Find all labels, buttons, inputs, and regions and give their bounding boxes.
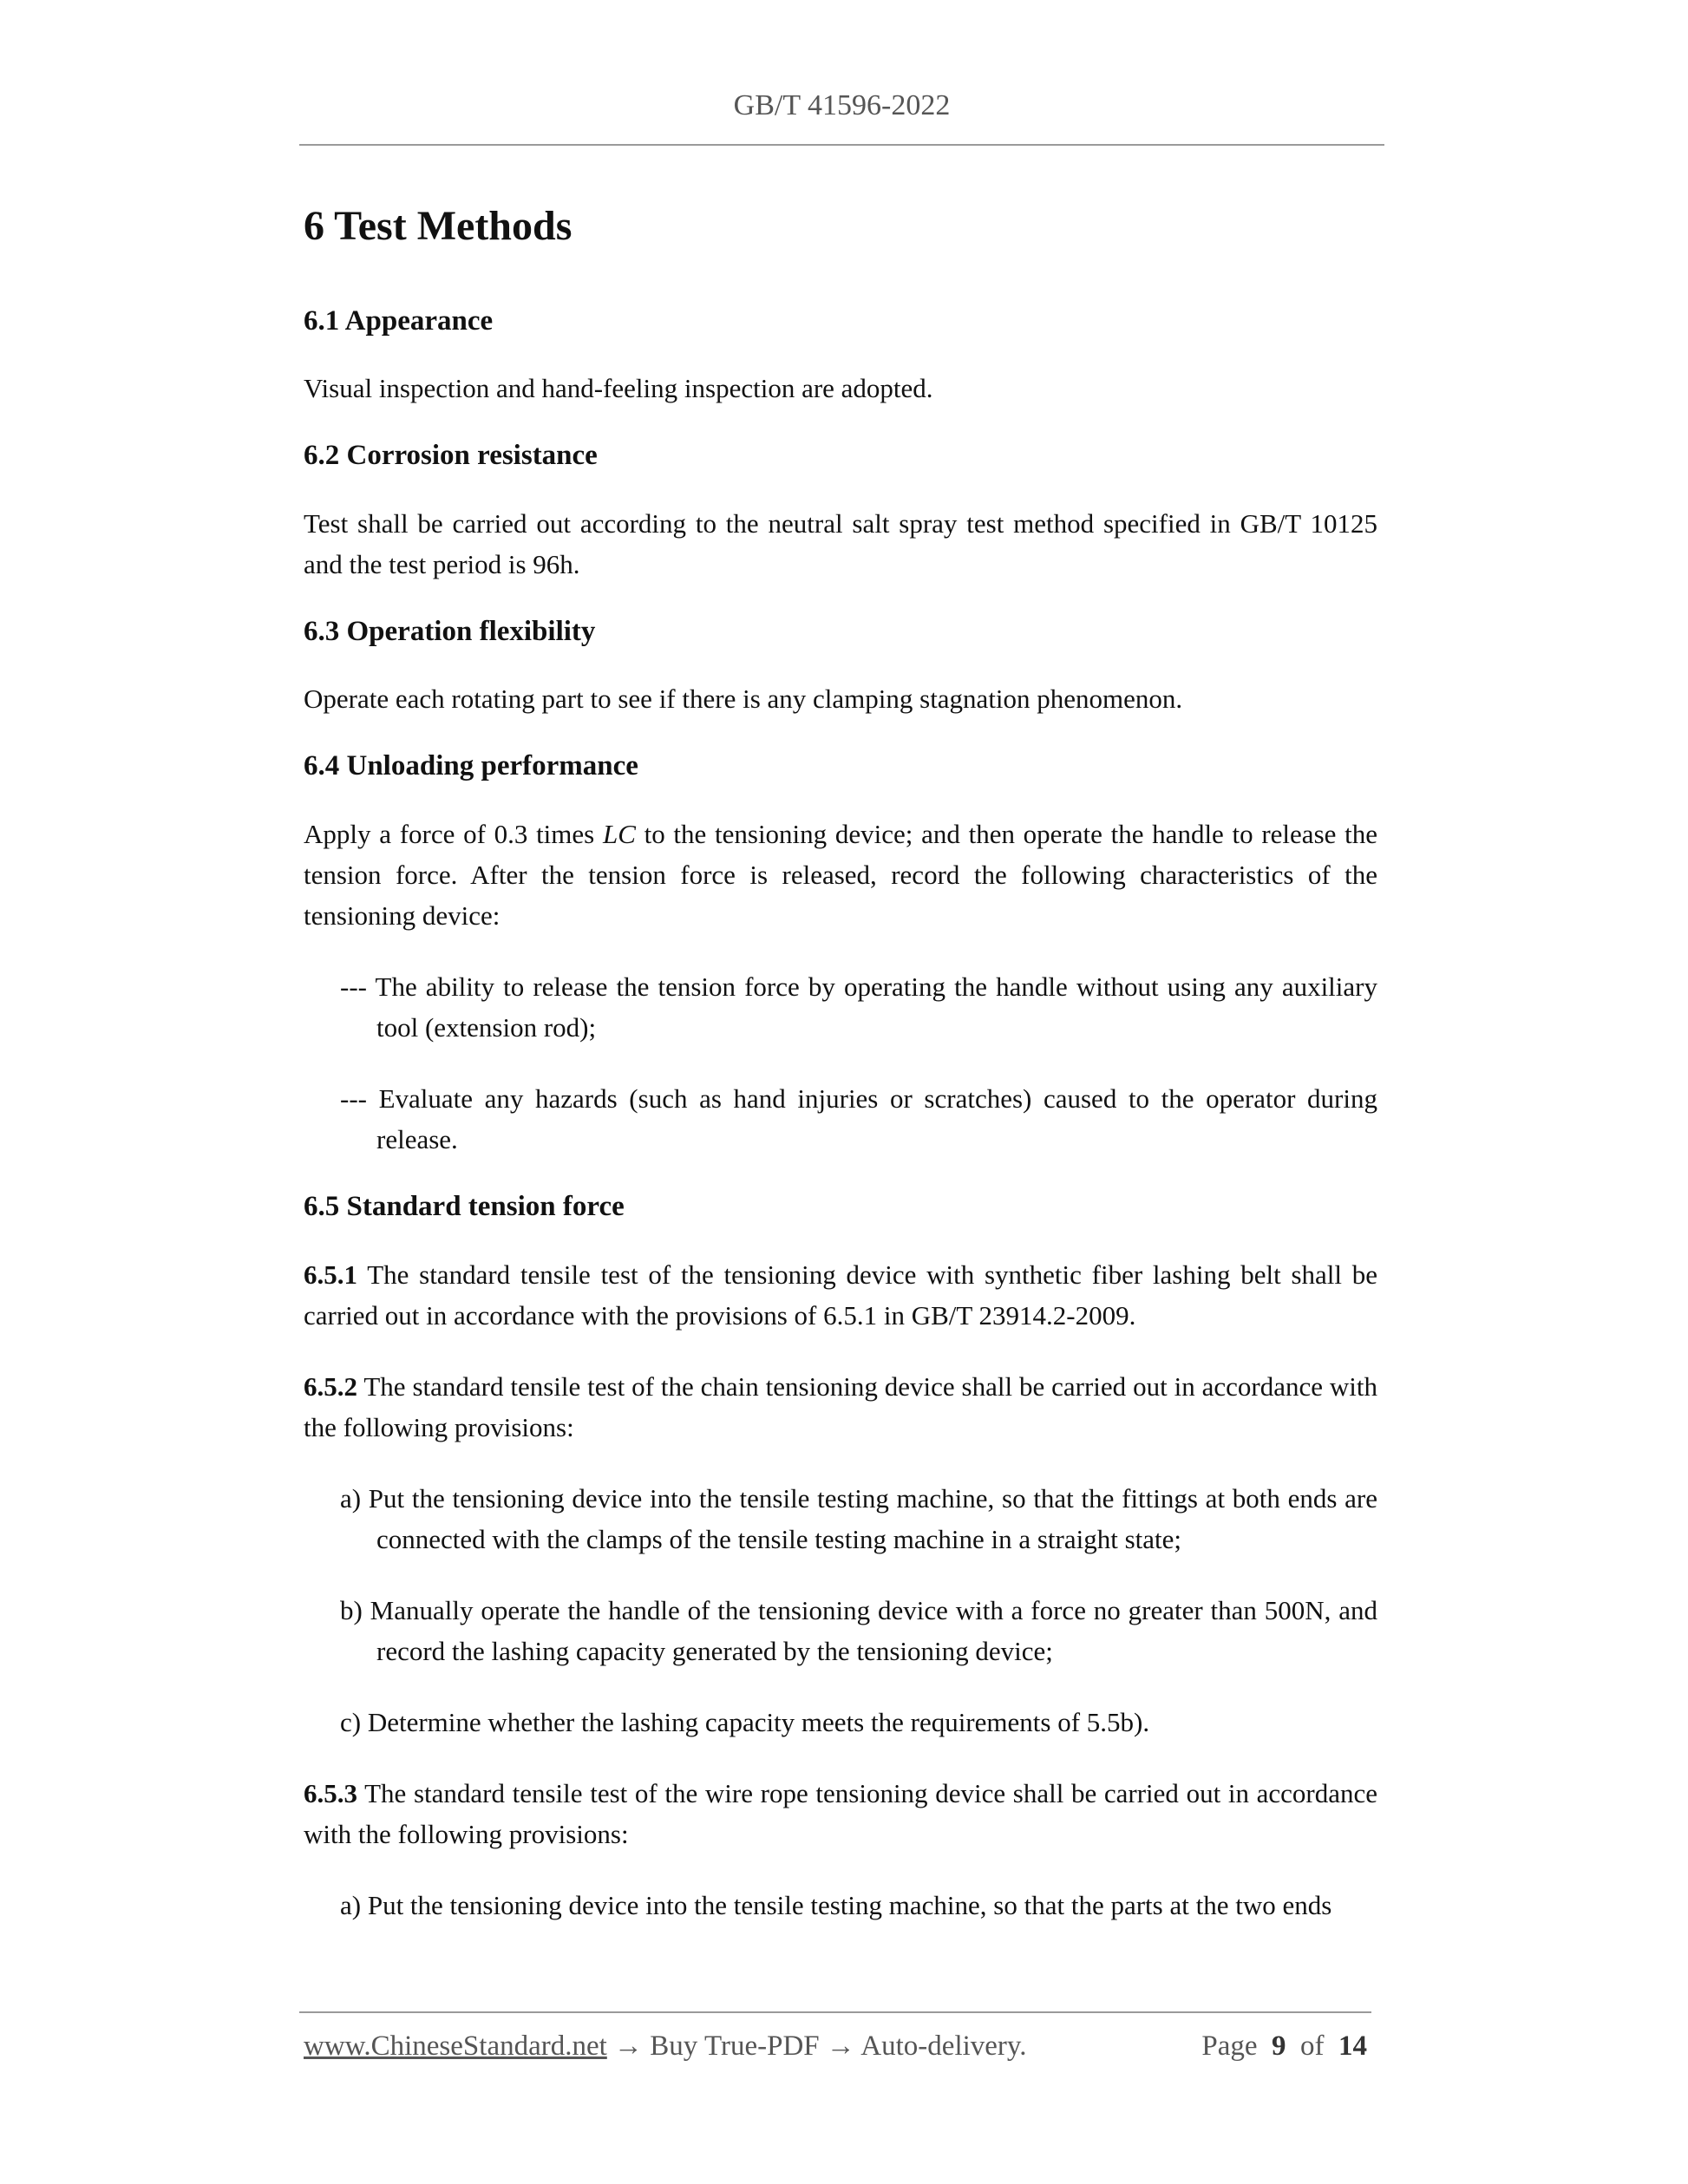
footer-divider [299, 2011, 1371, 2013]
paragraph-6-5-2 [304, 1366, 1377, 1448]
website-link[interactable]: www.ChineseStandard.net [304, 2030, 607, 2062]
heading-6-4: 6.4 Unloading performance [304, 750, 638, 782]
running-header: GB/T 41596-2022 [733, 89, 951, 121]
list-item: b) Manually operate the handle of the tensioning device with a force no greater than 500N, and record the lashing capacity generated by the tensioning device; [340, 1594, 1377, 1666]
page-number: 9 [1272, 2030, 1286, 2062]
heading-6-3: 6.3 Operation flexibility [304, 615, 596, 647]
list-item: --- The ability to release the tension force by operating the handle without using any auxiliary tool (extension rod); [340, 971, 1377, 1043]
heading-6-1: 6.1 Appearance [304, 304, 494, 337]
text-after: to the tensioning device; and then operate the handle to release the tension force. After the tension force is released, record the following characteristics of the tensioning device: [304, 818, 1377, 931]
page-total: 14 [1338, 2030, 1367, 2062]
of-word: of [1300, 2030, 1325, 2062]
heading-6-5: 6.5 Standard tension force [304, 1190, 625, 1222]
list-item: a) Put the tensioning device into the tensile testing machine, so that the parts at the two ends [340, 1889, 1332, 1920]
header-divider [299, 144, 1384, 146]
page-word: Page [1201, 2030, 1258, 2062]
paragraph-6-4 [304, 814, 1377, 936]
list-item: a) Put the tensioning device into the tensile testing machine, so that the fittings at both ends are connected with the clamps of the tensile testing machine in a straight state; [340, 1482, 1377, 1554]
clause-number: 6.5.1 [304, 1259, 357, 1290]
section-title: 6 Test Methods [304, 203, 572, 249]
clause-text: The standard tensile test of the chain tensioning device shall be carried out in accordance with the following provisions: [304, 1370, 1377, 1442]
paragraph-6-1: Visual inspection and hand-feeling inspection are adopted. [304, 373, 933, 404]
paragraph-6-2: Test shall be carried out according to the neutral salt spray test method specified in GB/T 10125 and the test period is 96h. [304, 507, 1377, 579]
text-before: Apply a force of 0.3 times [304, 818, 603, 849]
list-item: --- Evaluate any hazards (such as hand injuries or scratches) caused to the operator during release. [340, 1082, 1377, 1154]
clause-number: 6.5.2 [304, 1370, 357, 1402]
page-counter [1201, 2030, 1367, 2063]
paragraph-6-5-1 [304, 1254, 1377, 1336]
page-body [304, 201, 1377, 1956]
clause-text: The standard tensile test of the tensioning device with synthetic fiber lashing belt shall be carried out in accordance with the provisions of 6.5.1 in GB/T 23914.2-2009. [304, 1259, 1377, 1331]
paragraph-6-5-3 [304, 1773, 1377, 1854]
list-item: c) Determine whether the lashing capacity meets the requirements of 5.5b). [340, 1706, 1150, 1737]
clause-number: 6.5.3 [304, 1777, 357, 1808]
paragraph-6-3: Operate each rotating part to see if there is any clamping stagnation phenomenon. [304, 683, 1183, 715]
heading-6-2: 6.2 Corrosion resistance [304, 440, 598, 472]
lc-symbol: LC [602, 818, 636, 849]
promo-text: → Buy True-PDF → Auto-delivery. [606, 2030, 1027, 2062]
clause-text: The standard tensile test of the wire rope tensioning device shall be carried out in accordance with the following provisions: [304, 1777, 1377, 1849]
footer-promo [304, 2030, 1027, 2063]
